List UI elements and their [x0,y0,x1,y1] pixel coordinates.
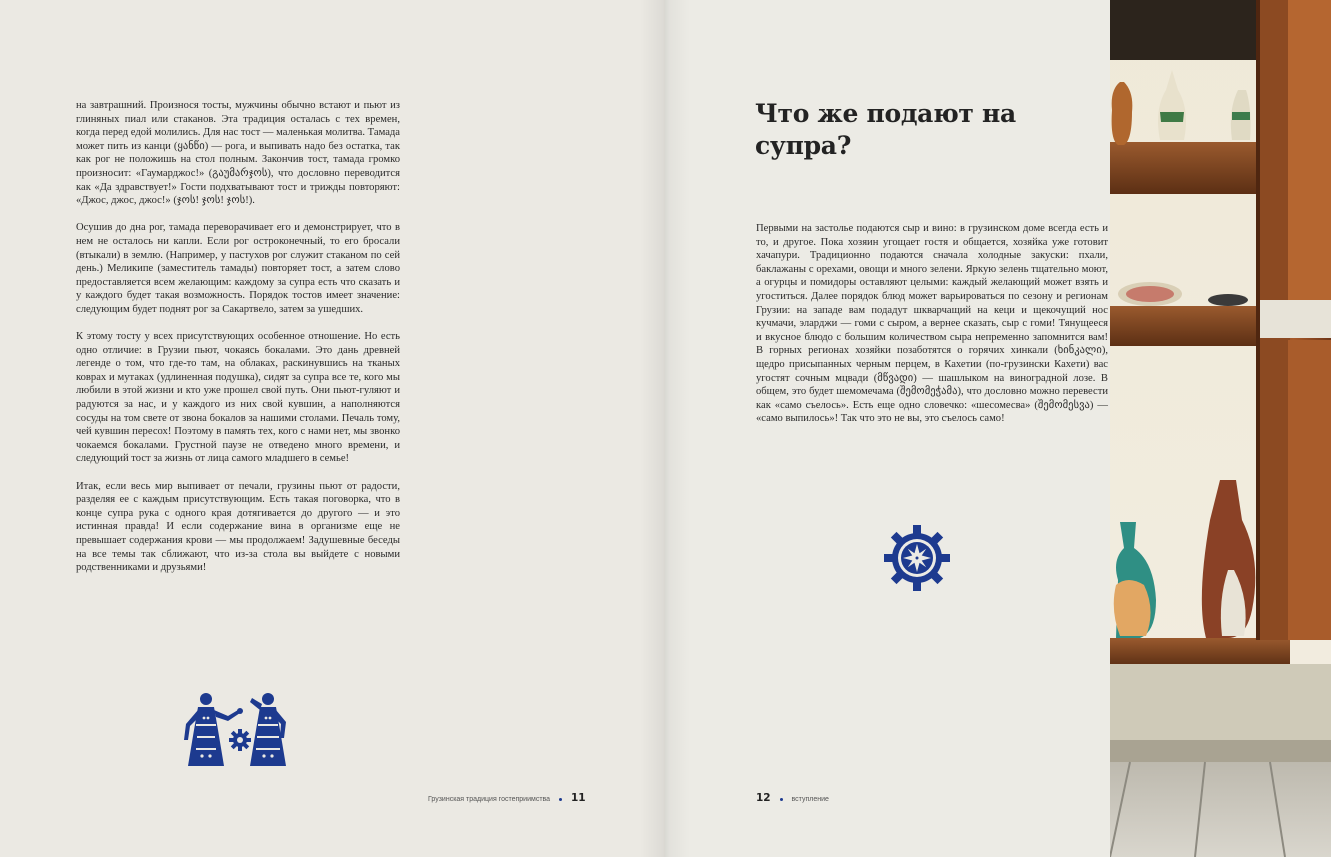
pottery-shelf-photo [1110,0,1331,857]
gutter-shadow [640,0,690,857]
left-paragraph-3: К этому тосту у всех присутствующих особенное отношение. Но есть одно отличие: в Грузии пьют, чокаясь бокалами. Это дань древней легенде о том, что где-то там, на облаках, раскинувшись на тканых коврах и мутаках (удлиненная подушка), сидят за супра все те, кого мы любили в этой жизни и кто уже прошел свой путь. Они пьют-гуляют и радуются за нас, и у каждого из них свой кувшин, а наполняются сосуды на том свете от звона бокалов за нашими столами. Печаль тому, чей кувшин пересох! Поэтому в память тех, кого с нами нет, мы звонко чокаемся бокалами. Грустной паузе не отведено много времени, и следующий тост за жизнь от лица самого младшего в семье! [76,331,400,465]
right-column-text [756,222,1108,440]
dancing-couple-ornament [180,690,292,770]
left-footer [428,792,586,804]
right-footer-title: вступление [791,796,829,803]
left-paragraph-4: Итак, если весь мир выпивает от печали, грузины пьют от радости, разделяя ее с каждым присутствующим. Есть такая поговорка, что в конце супра рука с одного края дотягивается до другого — и это истинная правда! И если содержание вина в организме еще не превышает содержания крови — мы продолжаем! Задушевные беседы на все темы так сближают, что из-за стола вы выйдете с новыми родственниками и друзьями! [76,480,400,574]
left-footer-title: Грузинская традиция гостеприимства [428,796,551,803]
right-footer [756,792,829,804]
page-number-left: 11 [570,792,586,804]
left-paragraph-2: Осушив до дна рог, тамада переворачивает его и демонстрирует, что в нем не осталось ни капли. Если рог остроконечный, то его бросали (втыкали) в землю. (Например, у пастухов рог служит стаканом по сей день.) Меликипе (заместитель тамады) повторяет тост, а затем слово предоставляется всем желающим: каждому за супра есть что сказать и у каждого будет такая возможность. Порядок тостов имеет значение: следующим будет поднят рог за Сакартвело, затем за ушедших. [76,222,400,315]
right-paragraph: Первыми на застолье подаются сыр и вино: в грузинском доме всегда есть и то, и другое. Пока хозяин угощает гостя и общается, хозяйка уже готовит хачапури. Традиционно подаются сначала холодные закуски: пхали, баклажаны с орехами, овощи и много зелени. Яркую зелень тщательно моют, а огурцы и помидоры оставляют целыми: каждый желающий может взять и угоститься. Далее порядок блюд может варьироваться по сезону и регионам Грузии: на западе вам подадут шкварчащий на кеци и щекочущий нос кучмачи, эларджи — гоми с сыром, а вернее сказать, сыр с гоми! Тянущееся и вкусное блюдо с большим количеством сыра непременно запомнится вам! В горных регионах хозяйки позаботятся о горячих хинкали (ხინკალი), щедро присыпанных черным перцем, в Кахетии (по-грузински Кахети) вас угостят сочным мцвади (მწვადი) — шашлыком на виноградной лозе. В общем, это будет шемомечама (შემომეჭამა), что дословно можно перевести как «само съелось». Есть еще одно словечко: «шесомесва» (შემომესვა) — «само выпилось»! Так что это не вы, это съелось само! [756,223,1108,425]
footer-dot [780,798,783,801]
footer-dot [559,798,562,801]
rosette-ornament [884,525,950,591]
left-column-text [76,99,400,588]
left-page [0,0,665,857]
page-heading: Что же подают на супра? [755,99,1016,160]
shelf-photo-illustration [1110,0,1331,857]
left-paragraph-1: на завтрашний. Произнося тосты, мужчины обычно встают и пьют из глиняных пиал или стаканов. Эта традиция осталась с тех времен, когда перед едой молились. Для нас тост — маленькая молитва. Тамада может пить из канци (ყანწი) — рога, и выпивать надо без остатка, так как рог не положишь на стол полным. Закончив тост, тамада громко произносит: «Гаумарджос!» (გაუმარჯოს), что дословно переводится как «Да здравствует!» Гости подхватывают тост и трижды повторяют: «Джос, джос, джос!» (ჯოს! ჯოს! ჯოს!). [76,100,400,207]
page-number-right: 12 [756,792,771,804]
